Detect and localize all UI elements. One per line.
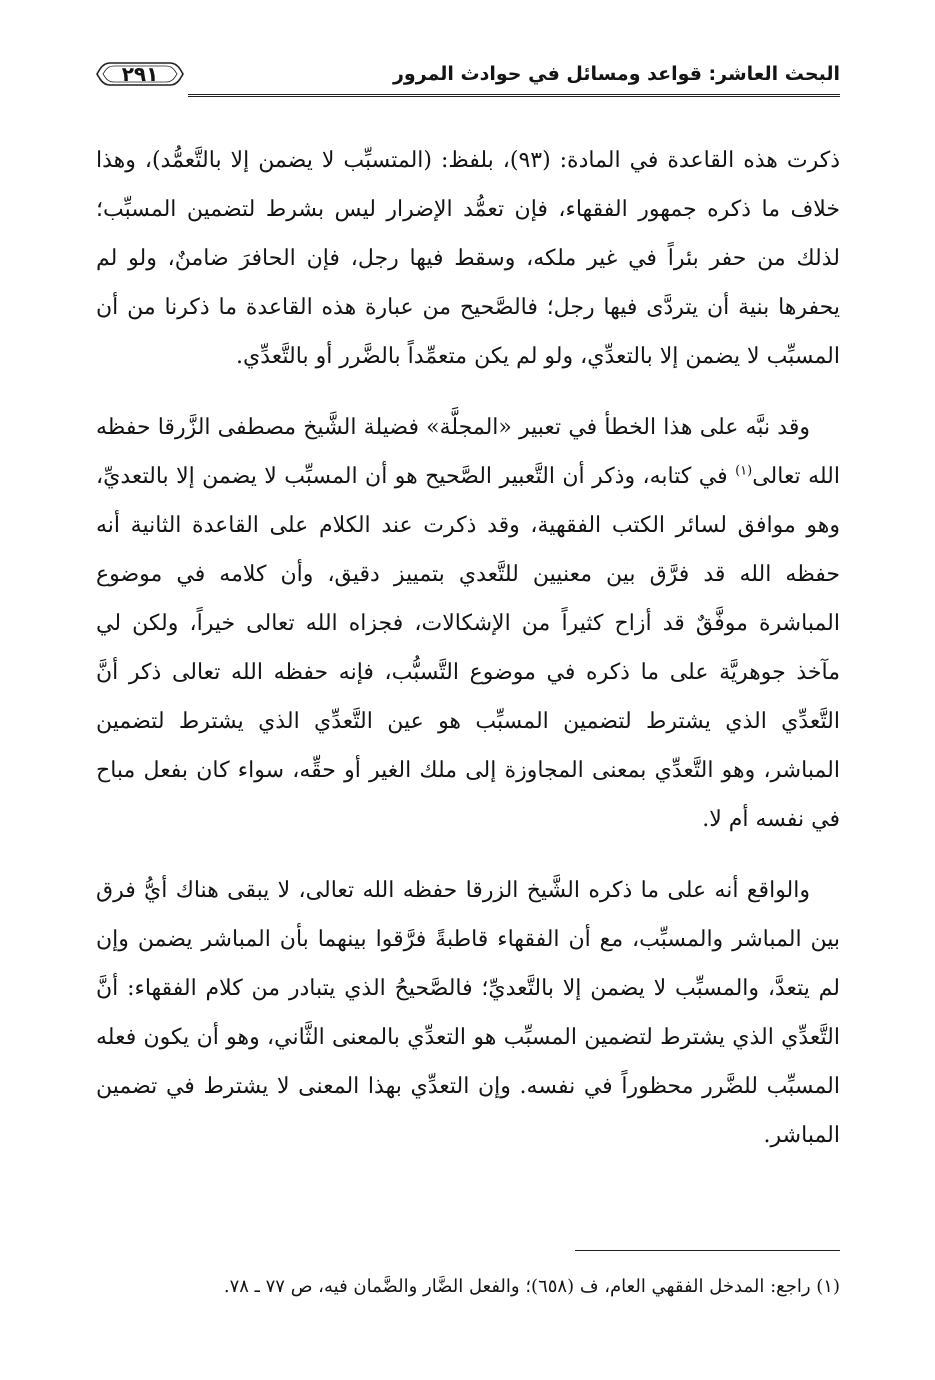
page-header: [96, 55, 840, 103]
running-title: البحث العاشر: قواعد ومسائل في حوادث المرور: [385, 63, 840, 85]
footnote-1: (١) راجع: المدخل الفقهي العام، ف (٦٥٨)؛ والفعل الضَّار والضَّمان فيه، ص ٧٧ ـ ٧٨.: [223, 1276, 840, 1297]
paragraph-1: ذكرت هذه القاعدة في المادة: (٩٣)، بلفظ: (المتسبِّب لا يضمن إلا بالتَّعمُّد)، وهذا خلاف ما ذكره جمهور الفقهاء، فإن تعمُّد الإضرار ليس بشرط لتضمين المسبِّب؛ لذلك من حفر بئراً في غير ملكه، وسقط فيها رجل، فإن الحافرَ ضامنٌ، ولو لم يحفرها بنية أن يتردَّى فيها رجل؛ فالصَّحيح من عبارة هذه القاعدة ما ذكرنا من أن المسبِّب لا يضمن إلا بالتعدِّي، ولو لم يكن متعمِّداً بالضَّرر أو بالتَّعدِّي.: [96, 148, 840, 369]
paragraph-2-part-2: في كتابه، وذكر أن التَّعبير الصَّحيح هو أن المسبِّب لا يضمن إلا بالتعديِّ، وهو موافق لسائر الكتب الفقهية، وقد ذكرت عند الكلام على القاعدة الثانية أنه حفظه الله قد فرَّق بين معنيين للتَّعدي بتمييز دقيق، وأن كلامه في موضوع المباشرة موفَّقٌ قد أزاح كثيراً من الإشكالات، فجزاه الله تعالى خيراً، ولكن لي مآخذ جوهريَّة على ما ذكره في موضوع التَّسبُّب، فإنه حفظه الله تعالى ذكر أنَّ التَّعدِّي الذي يشترط لتضمين المسبِّب هو عين التَّعدِّي الذي يشترط لتضمين المباشر، وهو التَّعدِّي بمعنى المجاوزة إلى ملك الغير أو حقِّه، سواء كان بفعل مباح في نفسه أم لا.: [96, 464, 840, 832]
page-number: ٢٩١: [121, 62, 159, 86]
header-rule: [188, 94, 840, 97]
paragraph-2-part-1: وقد نبَّه على هذا الخطأ في تعبير «المجلَّة» فضيلة الشَّيخ مصطفى الزَّرقا حفظه الله تعالى: [96, 415, 840, 489]
page-number-badge: [96, 60, 184, 88]
footnote-reference[interactable]: (١): [735, 463, 753, 479]
paragraph-2: [96, 403, 840, 844]
footnote-separator: [575, 1250, 840, 1251]
main-text: [96, 136, 840, 1160]
paragraph-3: والواقع أنه على ما ذكره الشَّيخ الزرقا حفظه الله تعالى، لا يبقى هناك أيُّ فرق بين المباشر والمسبِّب، مع أن الفقهاء قاطبةً فرَّقوا بينهما بأن المباشر يضمن وإن لم يتعدَّ، والمسبِّب لا يضمن إلا بالتَّعديِّ؛ فالصَّحيحُ الذي يتبادر من كلام الفقهاء: أنَّ التَّعدِّي الذي يشترط لتضمين المسبِّب هو التعدِّي بالمعنى الثَّاني، وهو أن يكون فعله المسبِّب للضَّرر محظوراً في نفسه. وإن التعدِّي بهذا المعنى لا يشترط في تضمين المباشر.: [96, 878, 840, 1148]
